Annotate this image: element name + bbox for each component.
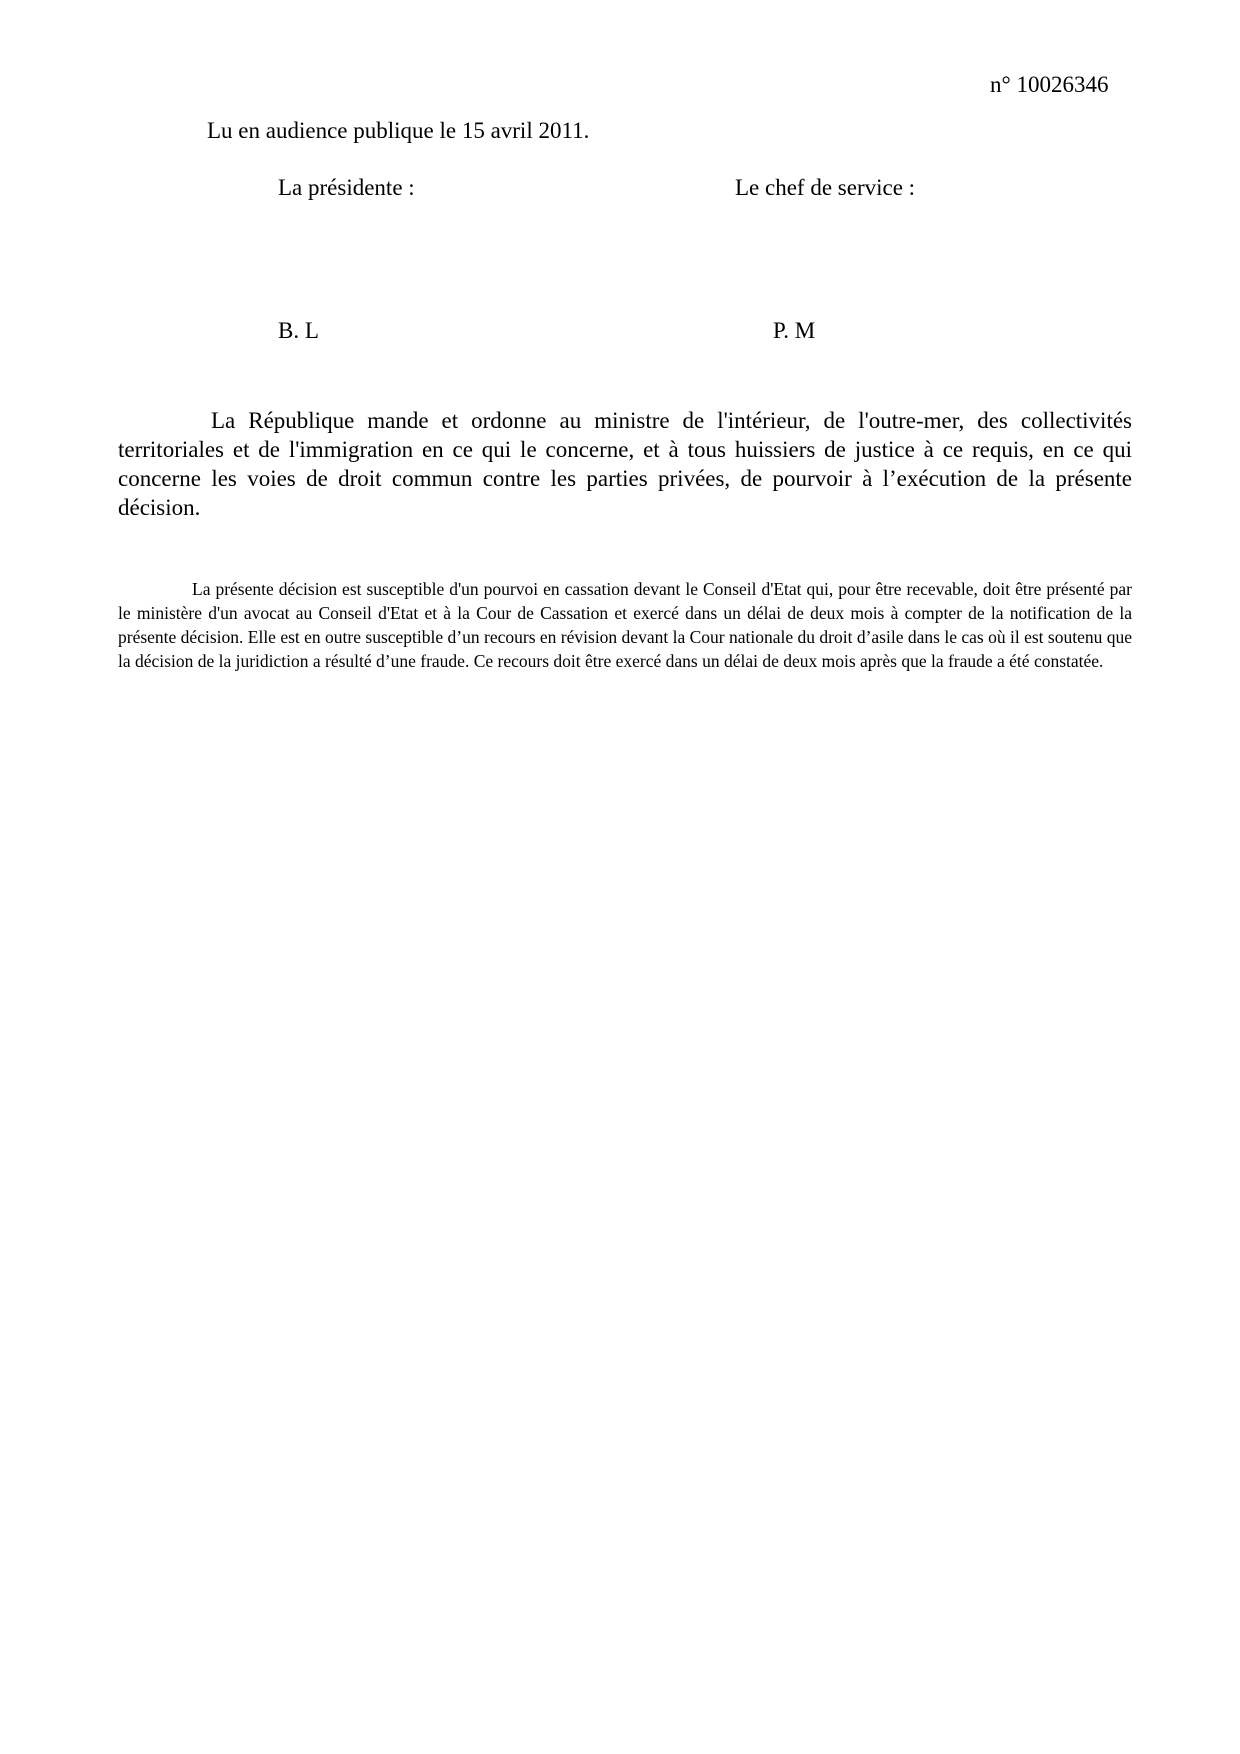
appeal-notice: La présente décision est susceptible d'un pourvoi en cassation devant le Conseil d'Etat qui, pour être recevable, doit être présenté par le ministère d'un avocat au Conseil d'Etat et à la Cour de Cassation et exercé dans un délai de deux mois à compter de la notification de la présente décision. Elle est en outre susceptible d’un recours en révision devant la Cour nationale du droit d’asile dans le cas où il est soutenu que la décision de la juridiction a résulté d’une fraude. Ce recours doit être exercé dans un délai de deux mois après que la fraude a été constatée. xyxy=(118,579,1132,671)
president-name: B. L xyxy=(278,318,319,343)
reading-statement: Lu en audience publique le 15 avril 2011. xyxy=(207,118,590,143)
head-of-service-name: P. M xyxy=(773,318,816,343)
case-number: n° 10026346 xyxy=(990,72,1109,97)
head-of-service-signature-title: Le chef de service : xyxy=(735,175,916,200)
president-signature-title: La présidente : xyxy=(278,175,415,200)
enforcement-formula: La République mande et ordonne au ministre de l'intérieur, de l'outre-mer, des collectivités territoriales et de l'immigration en ce qui le concerne, et à tous huissiers de justice à ce requis, en ce qui concerne les voies de droit commun contre les parties privées, de pourvoir à l’exécution de la présente décision. xyxy=(118,408,1132,520)
